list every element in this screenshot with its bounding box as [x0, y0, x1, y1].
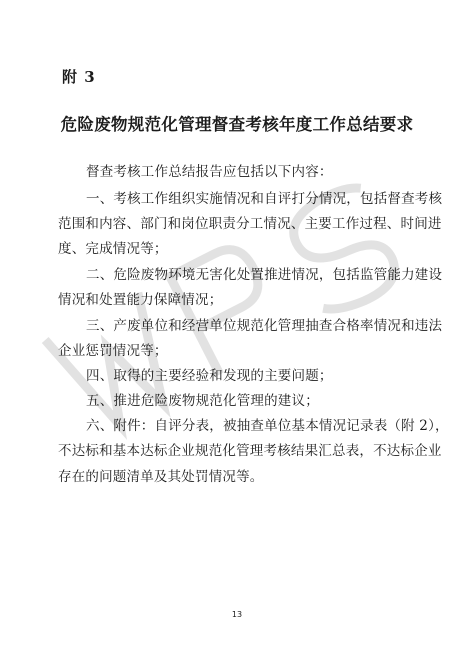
body-line-item-1-cont-2: 度、完成情况等；: [58, 241, 168, 257]
body-line-item-1: 一、考核工作组织实施情况和自评打分情况，包括督查考核: [86, 191, 443, 207]
body-line-item-1-cont-1: 范围和内容、部门和岗位职责分工情况、主要工作过程、时间进: [58, 216, 442, 232]
body-line-item-4: 四、取得的主要经验和发现的主要问题；: [86, 368, 333, 384]
body-line-item-6-cont-1: 不达标和基本达标企业规范化管理考核结果汇总表，不达标企业: [58, 443, 442, 459]
body-line-item-6: 六、附件：自评分表，被抽查单位基本情况记录表（附 2），: [86, 418, 449, 434]
body-line-item-2-cont: 情况和处置能力保障情况；: [58, 292, 223, 308]
body-line-item-3-cont: 企业惩罚情况等；: [58, 343, 168, 359]
body-line-intro: 督查考核工作总结报告应包括以下内容：: [86, 164, 333, 180]
body-line-item-5: 五、推进危险废物规范化管理的建议；: [86, 393, 319, 409]
body-line-item-2: 二、危险废物环境无害化处置推进情况，包括监管能力建设: [86, 267, 443, 283]
attachment-label: 附 3: [62, 68, 96, 86]
body-line-item-3: 三、产废单位和经营单位规范化管理抽查合格率情况和违法: [86, 318, 443, 334]
body-line-item-6-cont-2: 存在的问题清单及其处罚情况等。: [58, 469, 264, 485]
page-number: 13: [231, 610, 243, 619]
document-title: 危险废物规范化管理督查考核年度工作总结要求: [60, 115, 414, 134]
